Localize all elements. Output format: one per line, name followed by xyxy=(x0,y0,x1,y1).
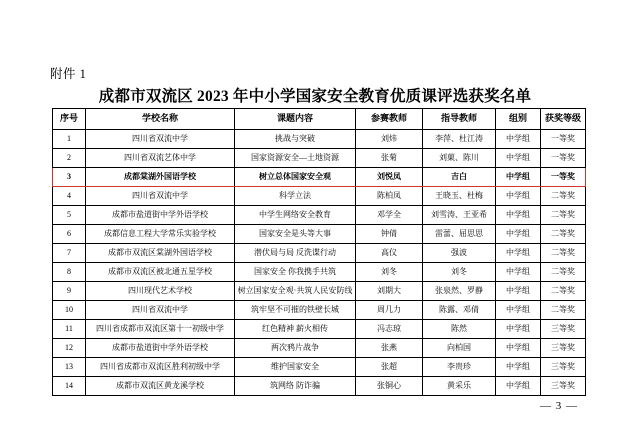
cell-teacher: 刘期大 xyxy=(356,282,423,301)
cell-topic: 树立总体国家安全观 xyxy=(235,168,356,187)
cell-topic: 国家资源安全—土地资源 xyxy=(235,149,356,168)
table-row xyxy=(53,225,586,244)
cell-advisor: 陈露、邓倩 xyxy=(423,301,496,320)
column-header-award: 获奖等级 xyxy=(541,109,586,130)
cell-group: 中学组 xyxy=(496,377,541,396)
cell-award: 一等奖 xyxy=(541,168,586,187)
cell-group: 中学组 xyxy=(496,282,541,301)
column-header-topic: 课题内容 xyxy=(235,109,356,130)
table-row xyxy=(53,244,586,263)
cell-advisor: 陈然 xyxy=(423,320,496,339)
cell-teacher: 张超 xyxy=(356,358,423,377)
cell-school: 成都信息工程大学常乐实验学校 xyxy=(86,225,235,244)
cell-award: 二等奖 xyxy=(541,301,586,320)
cell-award: 三等奖 xyxy=(541,358,586,377)
cell-topic: 筑牢坚不可摧的铁壁长城 xyxy=(235,301,356,320)
column-header-index: 序号 xyxy=(53,109,86,130)
cell-topic: 维护国家安全 xyxy=(235,358,356,377)
cell-award: 三等奖 xyxy=(541,320,586,339)
cell-group: 中学组 xyxy=(496,244,541,263)
table-row xyxy=(53,282,586,301)
cell-group: 中学组 xyxy=(496,168,541,187)
cell-award: 一等奖 xyxy=(541,130,586,149)
cell-topic: 两次鸦片战争 xyxy=(235,339,356,358)
cell-index: 6 xyxy=(53,225,86,244)
cell-advisor: 吉白 xyxy=(423,168,496,187)
cell-school: 四川省双流中学 xyxy=(86,130,235,149)
cell-school: 成都市双流区被北通五星学校 xyxy=(86,263,235,282)
table-row xyxy=(53,263,586,282)
cell-advisor: 黄采乐 xyxy=(423,377,496,396)
cell-group: 中学组 xyxy=(496,339,541,358)
cell-teacher: 高仪 xyxy=(356,244,423,263)
table-row xyxy=(53,358,586,377)
cell-index: 8 xyxy=(53,263,86,282)
cell-school: 四川省双流艺体中学 xyxy=(86,149,235,168)
cell-school: 四川现代艺术学校 xyxy=(86,282,235,301)
cell-advisor: 李萍、杜江涛 xyxy=(423,130,496,149)
column-header-teacher: 参赛教师 xyxy=(356,109,423,130)
cell-advisor: 李贵珍 xyxy=(423,358,496,377)
column-header-group: 组别 xyxy=(496,109,541,130)
table-row xyxy=(53,320,586,339)
cell-topic: 挑战与突破 xyxy=(235,130,356,149)
cell-advisor: 刘雪涛、王亚希 xyxy=(423,206,496,225)
cell-index: 10 xyxy=(53,301,86,320)
cell-teacher: 钟倩 xyxy=(356,225,423,244)
cell-school: 成都市双流区黄龙溪学校 xyxy=(86,377,235,396)
column-header-advisor: 指导教师 xyxy=(423,109,496,130)
cell-group: 中学组 xyxy=(496,187,541,206)
cell-advisor: 雷蕾、屈思思 xyxy=(423,225,496,244)
cell-teacher: 刘冬 xyxy=(356,263,423,282)
cell-group: 中学组 xyxy=(496,225,541,244)
cell-award: 二等奖 xyxy=(541,282,586,301)
cell-school: 成都棠湖外国语学校 xyxy=(86,168,235,187)
cell-index: 3 xyxy=(53,168,86,187)
cell-advisor: 张泉然、罗静 xyxy=(423,282,496,301)
cell-index: 12 xyxy=(53,339,86,358)
cell-school: 四川省成都市双流区第十一初级中学 xyxy=(86,320,235,339)
cell-advisor: 王晓玉、杜梅 xyxy=(423,187,496,206)
cell-index: 13 xyxy=(53,358,86,377)
table-row xyxy=(53,206,586,225)
table-row xyxy=(53,187,586,206)
cell-advisor: 刘冬 xyxy=(423,263,496,282)
cell-teacher: 冯志琼 xyxy=(356,320,423,339)
cell-topic: 国家安全是头等大事 xyxy=(235,225,356,244)
cell-award: 一等奖 xyxy=(541,149,586,168)
cell-index: 1 xyxy=(53,130,86,149)
attachment-label: 附件 1 xyxy=(50,67,87,81)
cell-teacher: 张铜心 xyxy=(356,377,423,396)
cell-group: 中学组 xyxy=(496,206,541,225)
cell-school: 成都市双流区棠湖外国语学校 xyxy=(86,244,235,263)
cell-group: 中学组 xyxy=(496,263,541,282)
cell-topic: 筑网络 防诈骗 xyxy=(235,377,356,396)
cell-advisor: 强波 xyxy=(423,244,496,263)
cell-index: 7 xyxy=(53,244,86,263)
cell-advisor: 向柏国 xyxy=(423,339,496,358)
cell-group: 中学组 xyxy=(496,320,541,339)
cell-teacher: 刘炜 xyxy=(356,130,423,149)
cell-school: 成都市盐道街中学外语学校 xyxy=(86,206,235,225)
cell-topic: 红色精神 薪火相传 xyxy=(235,320,356,339)
table-row xyxy=(53,339,586,358)
cell-teacher: 张菊 xyxy=(356,149,423,168)
cell-award: 二等奖 xyxy=(541,206,586,225)
cell-teacher: 陈柏凤 xyxy=(356,187,423,206)
cell-index: 9 xyxy=(53,282,86,301)
cell-index: 11 xyxy=(53,320,86,339)
cell-school: 四川省双流中学 xyxy=(86,187,235,206)
cell-advisor: 刘菓、陈川 xyxy=(423,149,496,168)
table-row xyxy=(53,301,586,320)
cell-topic: 树立国家安全观·共筑人民安防线 xyxy=(235,282,356,301)
cell-teacher: 邓学全 xyxy=(356,206,423,225)
table-body xyxy=(53,130,586,396)
cell-school: 成都市盐道街中学外语学校 xyxy=(86,339,235,358)
cell-group: 中学组 xyxy=(496,149,541,168)
cell-school: 四川省双流中学 xyxy=(86,301,235,320)
cell-award: 二等奖 xyxy=(541,263,586,282)
award-list-table xyxy=(52,108,586,396)
table-header-row xyxy=(53,109,586,130)
cell-group: 中学组 xyxy=(496,301,541,320)
cell-award: 三等奖 xyxy=(541,339,586,358)
cell-group: 中学组 xyxy=(496,130,541,149)
page-title: 成都市双流区 2023 年中小学国家安全教育优质课评选获奖名单 xyxy=(98,88,532,105)
cell-topic: 中学生网络安全教育 xyxy=(235,206,356,225)
column-header-school: 学校名称 xyxy=(86,109,235,130)
cell-award: 二等奖 xyxy=(541,244,586,263)
table-row xyxy=(53,130,586,149)
cell-award: 二等奖 xyxy=(541,187,586,206)
table-row xyxy=(53,149,586,168)
cell-index: 5 xyxy=(53,206,86,225)
cell-index: 2 xyxy=(53,149,86,168)
cell-group: 中学组 xyxy=(496,358,541,377)
page-number: — 3 — xyxy=(540,400,578,412)
table-row-highlighted xyxy=(53,168,586,187)
cell-award: 二等奖 xyxy=(541,225,586,244)
table-row xyxy=(53,377,586,396)
cell-topic: 国家安全 你我携手共筑 xyxy=(235,263,356,282)
cell-topic: 科学立法 xyxy=(235,187,356,206)
cell-index: 4 xyxy=(53,187,86,206)
cell-teacher: 刘悦凤 xyxy=(356,168,423,187)
cell-topic: 潜伏局与局 反洗谍行动 xyxy=(235,244,356,263)
cell-school: 四川省成都市双流区胜利初级中学 xyxy=(86,358,235,377)
cell-teacher: 周几力 xyxy=(356,301,423,320)
cell-teacher: 张燕 xyxy=(356,339,423,358)
cell-index: 14 xyxy=(53,377,86,396)
cell-award: 三等奖 xyxy=(541,377,586,396)
